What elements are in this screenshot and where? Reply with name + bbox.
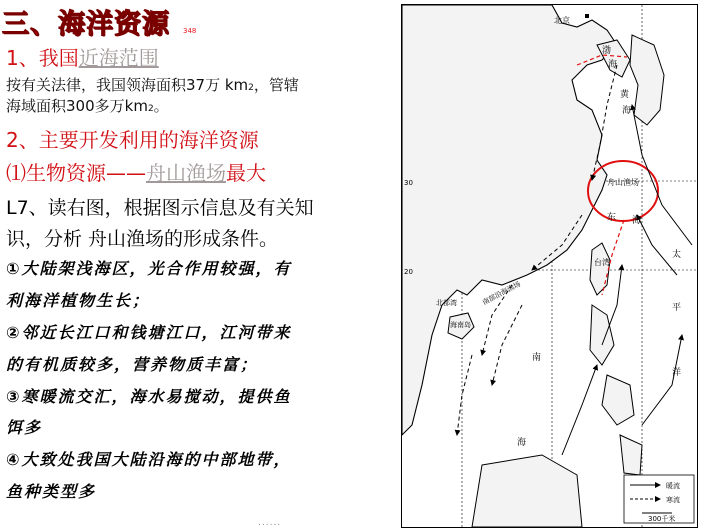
lat-30-label: 30 (404, 179, 413, 187)
huanghai-label-1: 黄 (620, 90, 630, 100)
page-number: 348 (183, 27, 197, 35)
nanbu-fishing-label: 南部沿海渔场 (481, 279, 523, 307)
korea-peninsula (630, 35, 664, 125)
section1-body-line2 (6, 96, 169, 119)
bio-resource-line (6, 157, 266, 186)
scale-label: 300千米 (648, 515, 676, 523)
taiwan-island (590, 243, 610, 295)
bohai-label-2: 海 (608, 60, 618, 70)
answer-line: ④大致处我国大陆沿海的中部地带， (6, 450, 292, 469)
donghai-label-1: 东 (607, 213, 617, 223)
section1-heading-link[interactable]: 近海范围 (78, 46, 159, 70)
footer-dots: ...... (258, 518, 282, 528)
answer-line: ②邻近长江口和钱塘江口，江河带来 (6, 323, 292, 342)
map-legend (624, 475, 694, 523)
legend-cold: 寒流 (666, 496, 680, 504)
sea-map (401, 4, 698, 528)
section2-heading: 2、主要开发利用的海洋资源 (6, 128, 259, 152)
lat-20-label: 20 (404, 268, 413, 276)
taiwan-label: 台湾 (594, 258, 610, 267)
answer-line: 鱼种类型多 (6, 482, 97, 501)
kalimantan (472, 455, 582, 527)
nanhai-label-1: 南 (532, 353, 542, 363)
pacific-label-3: 洋 (672, 368, 682, 378)
philippines (590, 305, 642, 475)
pacific-label-2: 平 (672, 303, 682, 313)
question-line2: 识，分析 舟山渔场的形成条件。 (6, 228, 279, 250)
beibuwan-label: 北部湾 (436, 299, 457, 307)
body-text: 。 (153, 97, 169, 115)
zhoushan-label: 舟山渔场 (607, 178, 639, 187)
legend-warm: 暖流 (666, 482, 680, 490)
mainland-coast (402, 5, 617, 435)
zhoushan-link[interactable]: 舟山渔场 (146, 161, 226, 185)
answer-line: 饵多 (6, 418, 43, 437)
body-text: ，管辖 (253, 76, 299, 94)
hainan-label: 海南岛 (450, 321, 471, 329)
superscript: 2 (147, 104, 154, 114)
body-text: 按有关法律，我国领海面积37万 km (6, 76, 249, 94)
bio-resource-suffix: 最大 (226, 161, 266, 185)
title-block (2, 2, 197, 40)
bio-resource-prefix: ⑴生物资源—— (6, 161, 146, 185)
beijing-marker (585, 14, 589, 18)
slide-title: 三、海洋资源 (2, 9, 170, 40)
donghai-label-2: 海 (632, 216, 642, 226)
beijing-label: 北京 (554, 16, 570, 25)
answer-line: 的有机质较多，营养物质丰富； (6, 355, 259, 374)
pacific-label-1: 太 (672, 250, 682, 260)
section1-heading (6, 42, 159, 71)
nanhai-label-2: 海 (517, 438, 527, 448)
huanghai-label-2: 海 (622, 106, 632, 116)
answer-line: 利海洋植物生长； (6, 291, 151, 310)
superscript: 2 (248, 83, 254, 93)
answer-line: ③寒暖流交汇，海水易搅动，提供鱼 (6, 387, 292, 406)
map-svg (402, 5, 697, 527)
bohai-label-1: 渤 (602, 46, 612, 56)
section1-heading-prefix: 1、我国 (6, 46, 79, 70)
section1-body-line1 (6, 75, 299, 98)
answer-line: ①大陆架浅海区，光合作用较强，有 (6, 259, 292, 278)
question-line1: L7、读右图，根据图示信息及有关知 (6, 197, 314, 219)
body-text: 海域面积300多万km (6, 97, 148, 115)
